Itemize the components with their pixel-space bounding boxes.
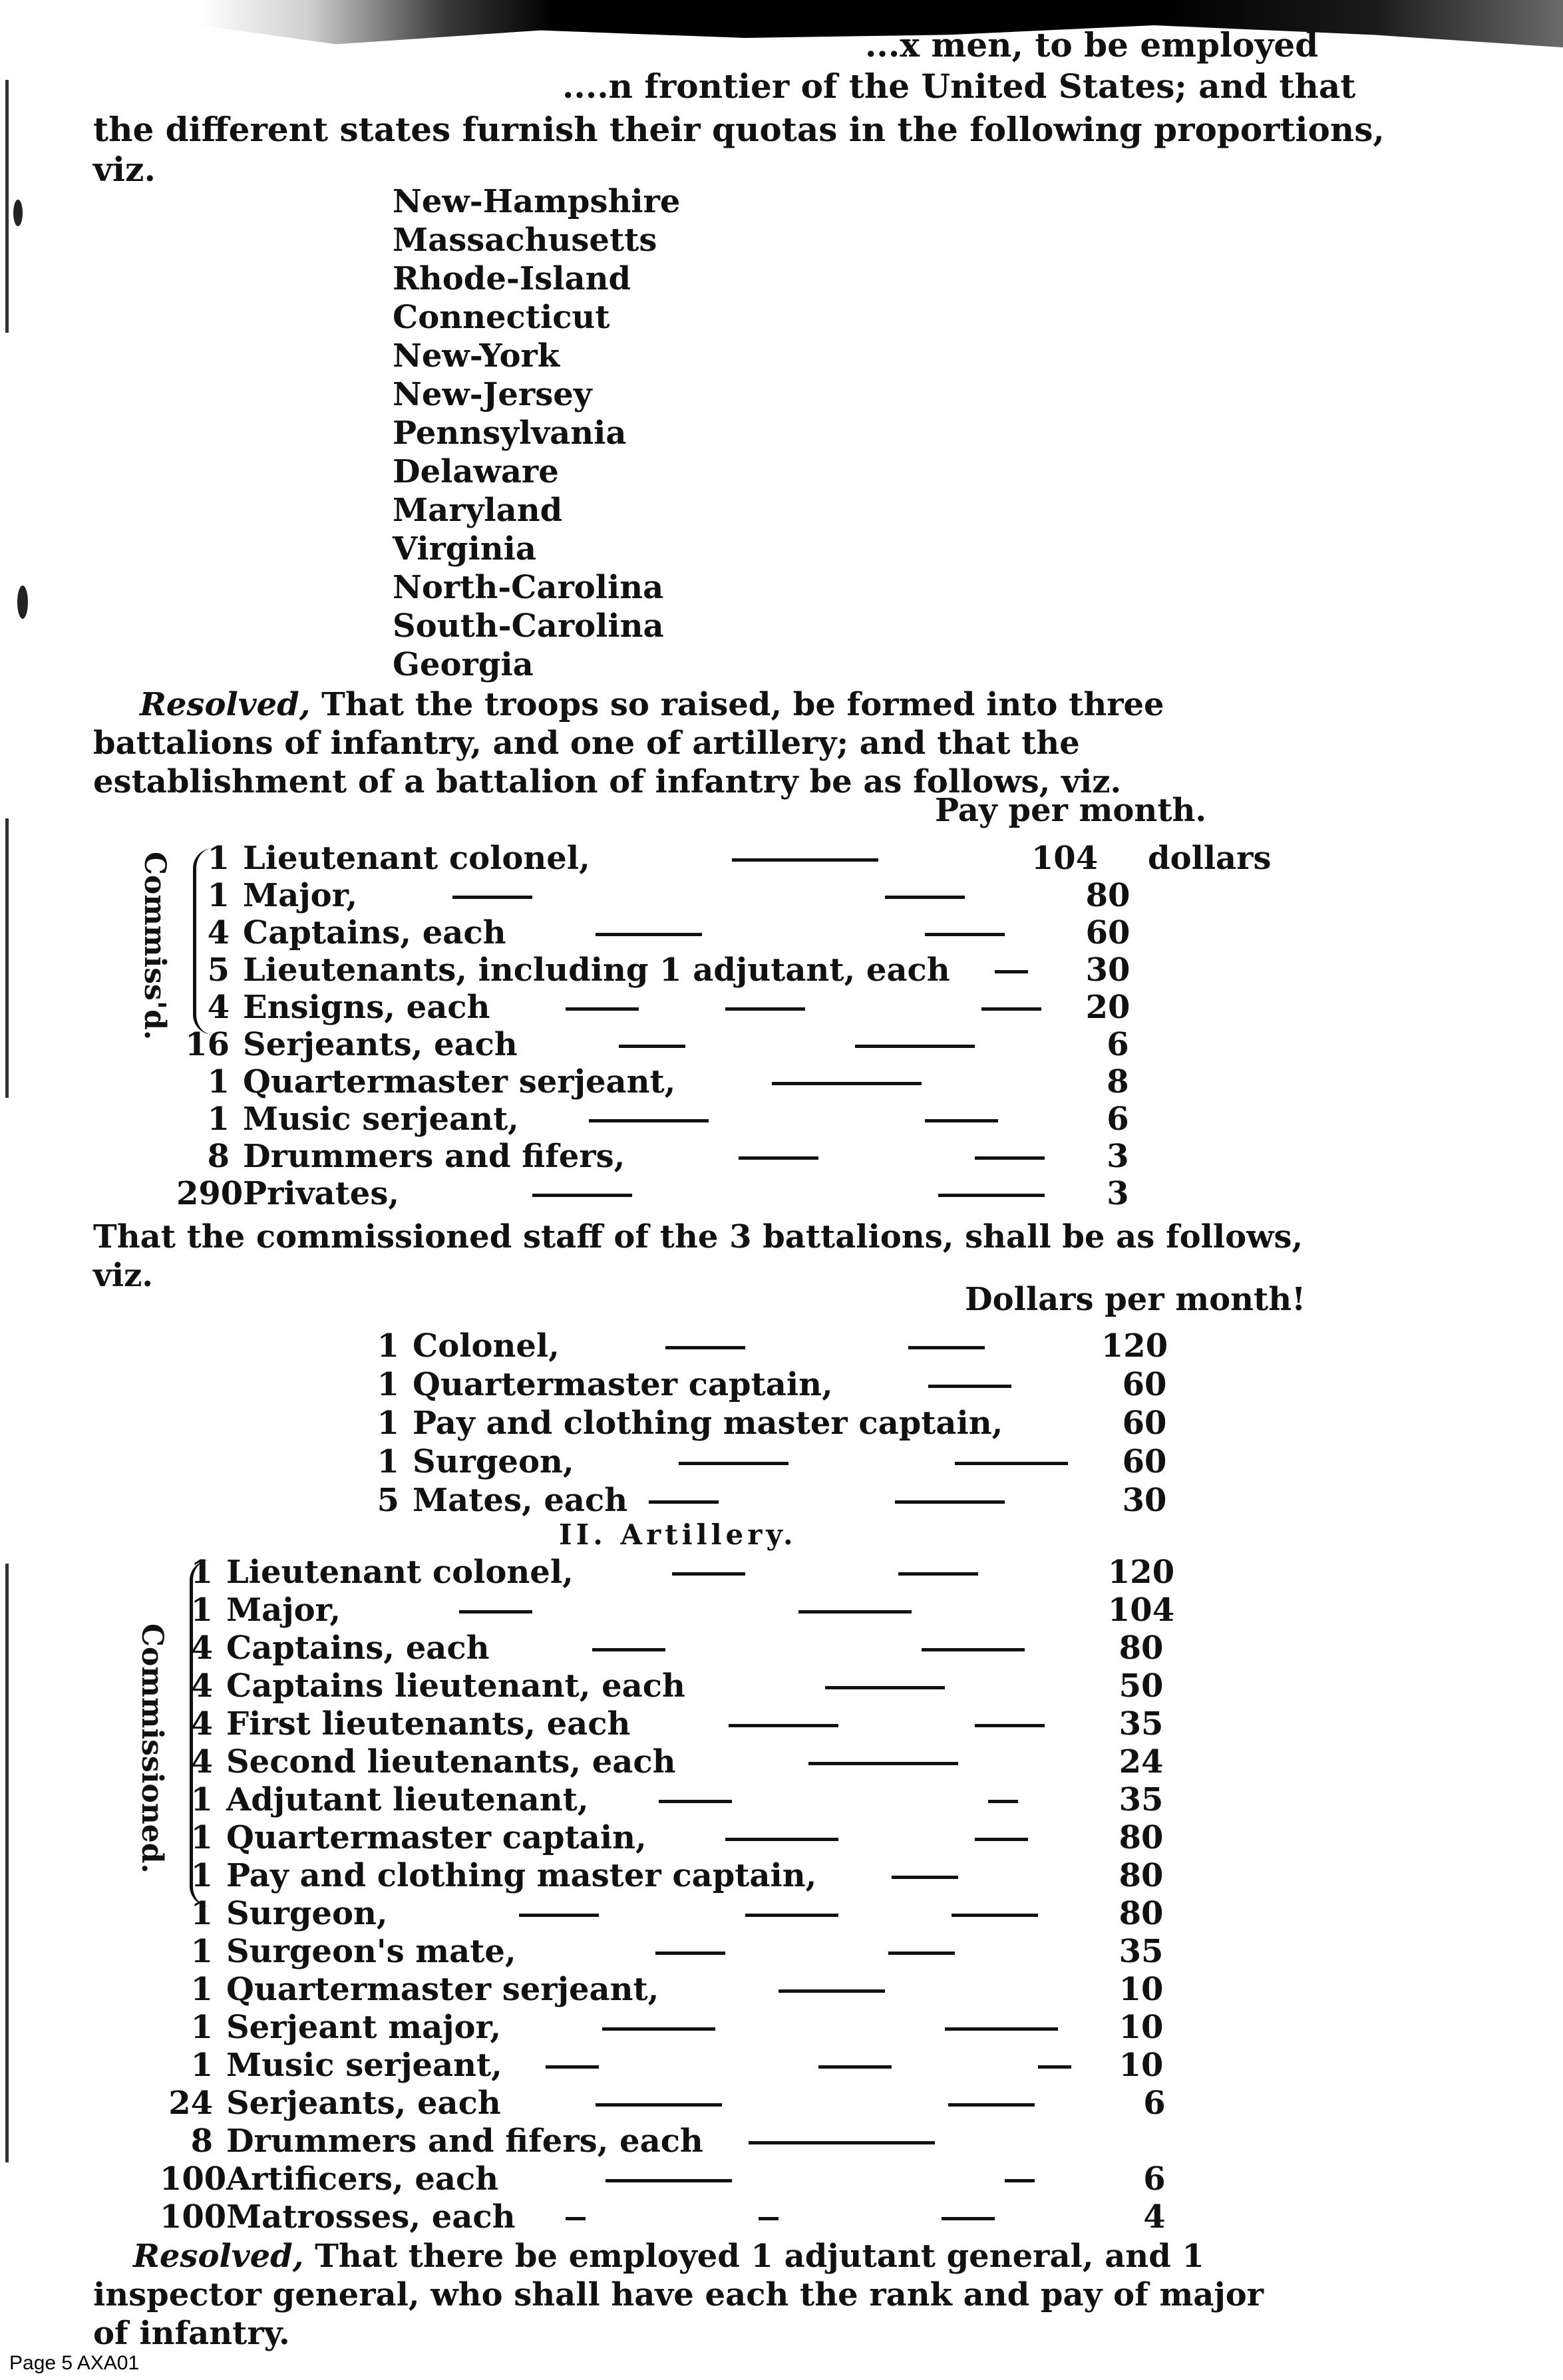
table-row: [0, 1705, 1563, 1743]
qty: 1: [377, 1405, 399, 1442]
label: Serjeant major,: [226, 2009, 502, 2046]
artillery-commissioned-label: Commissioned.: [135, 1623, 169, 1874]
qty: 24: [168, 2085, 213, 2122]
leader-dash: [649, 1500, 719, 1504]
label: Pay and clothing master captain,: [226, 1857, 817, 1894]
label: Captains, each: [226, 1629, 490, 1667]
label: Drummers and fifers, each: [226, 2123, 703, 2160]
pay-header: Pay per month.: [935, 792, 1207, 829]
leader-dash: [925, 933, 1005, 936]
qty: 4: [207, 989, 230, 1026]
leader-dash: [948, 2103, 1035, 2107]
resolved-text: That the troops so raised, be formed into three battalions of infantry, and one of artillery; and that the establishment of a battalion of infantry be as follows, viz.: [93, 686, 1164, 800]
label: Serjeants, each: [226, 2085, 501, 2122]
leader-dash: [895, 1500, 1005, 1504]
label: Drummers and fifers,: [243, 1138, 625, 1175]
leader-dash: [908, 1346, 985, 1349]
qty: 8: [190, 2123, 213, 2160]
leader-dash: [729, 1724, 838, 1727]
table-row: [0, 1063, 1563, 1101]
binding-shadow: [5, 80, 9, 333]
value: 80: [1119, 1895, 1164, 1932]
table-row: [0, 1592, 1563, 1629]
table-row: [0, 2009, 1563, 2046]
leader-dash: [745, 1914, 838, 1917]
leader-dash: [898, 1572, 978, 1576]
value: 120: [1107, 1554, 1175, 1591]
value: 3: [1107, 1175, 1129, 1212]
value: 104: [1107, 1592, 1175, 1629]
table-row: [0, 1101, 1563, 1138]
label: Captains lieutenant, each: [226, 1667, 685, 1705]
leader-dash: [779, 1989, 885, 1993]
leader-dash: [725, 1007, 805, 1011]
state-item: Pennsylvania: [393, 415, 627, 452]
qty: 4: [190, 1667, 213, 1705]
label: Serjeants, each: [243, 1026, 518, 1063]
leader-dash: [1005, 2179, 1035, 2182]
qty: 1: [190, 1592, 213, 1629]
leader-dash: [988, 1800, 1018, 1803]
value: 6: [1143, 2085, 1166, 2122]
qty: 4: [207, 914, 230, 951]
label: Quartermaster serjeant,: [226, 1971, 659, 2008]
table-row: [0, 914, 1563, 951]
label: Pay and clothing master captain,: [413, 1405, 1003, 1442]
leader-dash: [532, 1194, 632, 1197]
leader-dash: [619, 1045, 685, 1048]
table-row: [0, 1482, 1563, 1519]
state-item: New-Jersey: [393, 376, 592, 413]
value: 80: [1119, 1819, 1164, 1856]
qty: 1: [207, 877, 230, 914]
qty: 1: [377, 1327, 399, 1365]
label: Quartermaster captain,: [413, 1366, 833, 1403]
resolved-lead: Resolved,: [133, 2238, 304, 2275]
ink-speck: [13, 200, 23, 226]
leader-dash: [679, 1462, 788, 1465]
state-item: Connecticut: [393, 299, 610, 336]
value: 10: [1119, 2047, 1164, 2084]
leader-dash: [592, 1648, 665, 1651]
leader-dash: [519, 1914, 599, 1917]
infantry-commissioned-label: Commiss'd.: [138, 852, 172, 1041]
qty: 1: [377, 1366, 399, 1403]
qty: 1: [190, 1819, 213, 1856]
leader-dash: [975, 1156, 1045, 1160]
value: 104: [1031, 840, 1099, 877]
label: Artificers, each: [226, 2160, 499, 2198]
value: 8: [1107, 1063, 1129, 1101]
artillery-title: II. Artillery.: [559, 1518, 797, 1551]
leader-dash: [942, 2217, 995, 2220]
leader-dash: [459, 1610, 532, 1614]
leader-dash: [945, 2027, 1058, 2031]
table-row: [0, 1554, 1563, 1591]
leader-dash: [938, 1194, 1045, 1197]
qty: 1: [190, 1857, 213, 1894]
value: 6: [1107, 1026, 1129, 1063]
table-row: [0, 1366, 1563, 1403]
label: Surgeon,: [413, 1443, 574, 1480]
leader-dash: [672, 1572, 745, 1576]
qty: 100: [160, 2160, 227, 2198]
value: 50: [1119, 1667, 1164, 1705]
leader-dash: [739, 1156, 818, 1160]
qty: 1: [190, 2047, 213, 2084]
value: 3: [1107, 1138, 1129, 1175]
label: Adjutant lieutenant,: [226, 1781, 589, 1818]
leader-dash: [928, 1385, 1011, 1388]
label: First lieutenants, each: [226, 1705, 631, 1743]
leader-dash: [825, 1686, 945, 1689]
leader-dash: [975, 1838, 1028, 1841]
value: 10: [1119, 2009, 1164, 2046]
table-row: [0, 2085, 1563, 2122]
qty: 1: [207, 1063, 230, 1101]
label: Major,: [243, 877, 358, 914]
value: 60: [1122, 1443, 1167, 1480]
label: Lieutenants, including 1 adjutant, each: [243, 951, 950, 989]
leader-dash: [818, 2065, 892, 2069]
value: 10: [1119, 1971, 1164, 2008]
top-line-2: ....n frontier of the United States; and that: [562, 67, 1356, 106]
value: 35: [1119, 1781, 1164, 1818]
label: Surgeon's mate,: [226, 1933, 516, 1970]
value: 6: [1107, 1101, 1129, 1138]
table-row: [0, 1175, 1563, 1212]
value: 80: [1119, 1629, 1164, 1667]
leader-dash: [596, 933, 702, 936]
leader-dash: [885, 896, 965, 899]
top-line-3: the different states furnish their quotas in the following proportions,: [93, 110, 1385, 149]
label: Captains, each: [243, 914, 506, 951]
qty: 1: [207, 1101, 230, 1138]
table-row: [0, 2047, 1563, 2084]
label: Privates,: [243, 1175, 400, 1212]
leader-dash: [725, 1838, 838, 1841]
leader-dash: [566, 2217, 586, 2220]
value: 30: [1085, 951, 1130, 989]
leader-dash: [981, 1007, 1041, 1011]
leader-dash: [659, 1800, 732, 1803]
leader-dash: [732, 858, 878, 862]
unit: dollars: [1148, 840, 1272, 877]
state-item: North-Carolina: [393, 569, 664, 606]
value: 20: [1085, 989, 1130, 1026]
staff-intro-paragraph: That the commissioned staff of the 3 battalions, shall be as follows, viz.: [93, 1218, 1303, 1294]
leader-dash: [855, 1045, 975, 1048]
ink-speck: [17, 586, 28, 619]
table-row: [0, 1026, 1563, 1063]
value: 80: [1085, 877, 1130, 914]
state-item: Georgia: [393, 646, 534, 683]
value: 60: [1122, 1366, 1167, 1403]
table-row: [0, 1405, 1563, 1442]
table-row: [0, 1327, 1563, 1365]
label: Mates, each: [413, 1482, 628, 1519]
leader-dash: [955, 1462, 1068, 1465]
state-item: South-Carolina: [393, 607, 664, 645]
qty: 4: [190, 1629, 213, 1667]
state-item: Maryland: [393, 492, 563, 529]
resolved-lead: Resolved,: [140, 686, 311, 723]
value: 80: [1119, 1857, 1164, 1894]
qty: 1: [190, 1971, 213, 2008]
label: Music serjeant,: [226, 2047, 502, 2084]
table-row: [0, 951, 1563, 989]
value: 24: [1119, 1743, 1164, 1781]
leader-dash: [655, 1952, 725, 1955]
qty: 4: [190, 1705, 213, 1743]
top-line-4: viz.: [93, 150, 156, 189]
label: Ensigns, each: [243, 989, 490, 1026]
table-row: [0, 1138, 1563, 1175]
value: 60: [1085, 914, 1130, 951]
qty: 1: [207, 840, 230, 877]
table-row: [0, 1743, 1563, 1781]
leader-dash: [546, 2065, 599, 2069]
state-item: Massachusetts: [393, 222, 657, 259]
top-line-1: ...x men, to be employed: [865, 25, 1319, 65]
leader-dash: [995, 970, 1028, 973]
value: 30: [1122, 1482, 1167, 1519]
qty: 8: [207, 1138, 230, 1175]
leader-dash: [606, 2179, 732, 2182]
table-row: [0, 877, 1563, 914]
label: Major,: [226, 1592, 341, 1629]
qty: 1: [190, 1895, 213, 1932]
label: Music serjeant,: [243, 1101, 519, 1138]
table-row: [0, 2160, 1563, 2198]
label: Matrosses, each: [226, 2198, 516, 2236]
leader-dash: [892, 1876, 958, 1879]
label: Lieutenant colonel,: [243, 840, 590, 877]
state-item: New-York: [393, 337, 560, 375]
qty: 5: [377, 1482, 399, 1519]
state-item: Delaware: [393, 453, 559, 490]
qty: 1: [190, 2009, 213, 2046]
leader-dash: [808, 1762, 958, 1765]
leader-dash: [925, 1119, 998, 1122]
value: 35: [1119, 1933, 1164, 1970]
qty: 1: [377, 1443, 399, 1480]
leader-dash: [749, 2141, 935, 2144]
leader-dash: [952, 1914, 1038, 1917]
table-row: [0, 1895, 1563, 1932]
table-row: [0, 1781, 1563, 1818]
value: 60: [1122, 1405, 1167, 1442]
leader-dash: [772, 1082, 922, 1085]
label: Surgeon,: [226, 1895, 388, 1932]
label: Colonel,: [413, 1327, 560, 1365]
leader-dash: [975, 1724, 1045, 1727]
value: 4: [1143, 2198, 1166, 2236]
resolved-infantry-paragraph: [93, 685, 1291, 801]
page-footer: Page 5 AXA01: [9, 2352, 140, 2374]
qty: 290: [176, 1175, 244, 1212]
qty: 100: [160, 2198, 227, 2236]
table-row: [0, 2123, 1563, 2160]
leader-dash: [1038, 2065, 1071, 2069]
leader-dash: [922, 1648, 1025, 1651]
qty: 16: [185, 1026, 230, 1063]
value: 35: [1119, 1705, 1164, 1743]
state-item: New-Hampshire: [393, 183, 681, 220]
leader-dash: [589, 1119, 709, 1122]
qty: 1: [190, 1554, 213, 1591]
qty: 1: [190, 1933, 213, 1970]
leader-dash: [798, 1610, 912, 1614]
table-row: [0, 1933, 1563, 1970]
table-row: [0, 2198, 1563, 2236]
state-item: Virginia: [393, 530, 536, 568]
table-row: [0, 840, 1563, 877]
leader-dash: [566, 1007, 639, 1011]
table-row: [0, 1629, 1563, 1667]
table-row: [0, 989, 1563, 1026]
qty: 1: [190, 1781, 213, 1818]
leader-dash: [665, 1346, 745, 1349]
label: Lieutenant colonel,: [226, 1554, 574, 1591]
state-item: Rhode-Island: [393, 260, 631, 297]
table-row: [0, 1857, 1563, 1894]
table-row: [0, 1971, 1563, 2008]
label: Quartermaster serjeant,: [243, 1063, 676, 1101]
label: Quartermaster captain,: [226, 1819, 647, 1856]
table-row: [0, 1443, 1563, 1480]
resolved-text: That there be employed 1 adjutant general, and 1 inspector general, who shall have each the rank and pay of major of infantry.: [93, 2238, 1264, 2352]
label: Second lieutenants, each: [226, 1743, 676, 1781]
qty: 4: [190, 1743, 213, 1781]
table-row: [0, 1819, 1563, 1856]
leader-dash: [452, 896, 532, 899]
qty: 5: [207, 951, 230, 989]
leader-dash: [888, 1952, 955, 1955]
value: 120: [1101, 1327, 1168, 1365]
leader-dash: [596, 2103, 722, 2107]
table-row: [0, 1667, 1563, 1705]
resolved-final-paragraph: [93, 2237, 1298, 2353]
leader-dash: [602, 2027, 715, 2031]
value: 6: [1143, 2160, 1166, 2198]
leader-dash: [759, 2217, 779, 2220]
staff-header: Dollars per month!: [965, 1281, 1306, 1318]
